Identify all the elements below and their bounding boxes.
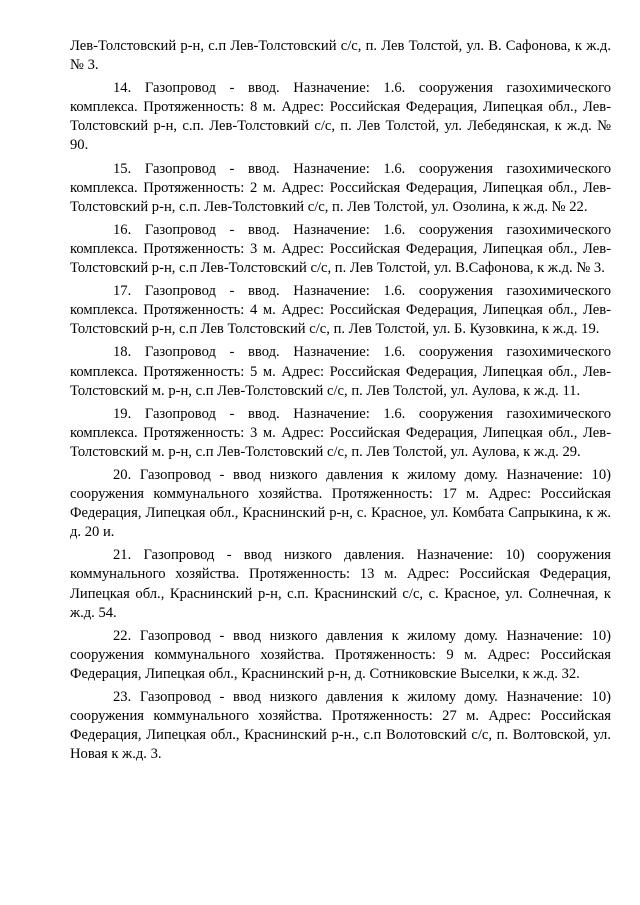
list-item-18: 18. Газопровод - ввод. Назначение: 1.6. сооружения газохимического комплекса. Протяженность: 5 м. Адрес: Российская Федерация, Липецкая обл., Лев-Толстовский м. р-н, с.п Лев-Толстовский с/с, п. Лев Толстой, ул. Аулова, к ж.д. 11. — [70, 344, 611, 399]
list-item-22: 22. Газопровод - ввод низкого давления к жилому дому. Назначение: 10) сооружения коммунального хозяйства. Протяженность: 9 м. Адрес: Российская Федерация, Липецкая обл., Краснинский р-н, д. Сотниковские Выселки, к ж.д. 32. — [70, 627, 611, 682]
list-item-16: 16. Газопровод - ввод. Назначение: 1.6. сооружения газохимического комплекса. Протяженность: 3 м. Адрес: Российская Федерация, Липецкая обл., Лев-Толстовский р-н, с.п Лев-Толстовский с/с, п. Лев Толстой, ул. В.Сафонова, к ж.д. № 3. — [70, 221, 611, 277]
list-item-19: 19. Газопровод - ввод. Назначение: 1.6. сооружения газохимического комплекса. Протяженность: 3 м. Адрес: Российская Федерация, Липецкая обл., Лев-Толстовский м. р-н, с.п Лев-Толстовский с/с, п. Лев Толстой, ул. Аулова, к ж.д. 29. — [70, 405, 611, 460]
list-item-15: 15. Газопровод - ввод. Назначение: 1.6. сооружения газохимического комплекса. Протяженность: 2 м. Адрес: Российская Федерация, Липецкая обл., Лев-Толстовский р-н, с.п. Лев-Толстовкий с/с, п. Лев Толстой, ул. Озолина, к ж.д. № 22. — [70, 160, 611, 215]
list-item-23: 23. Газопровод - ввод низкого давления к жилому дому. Назначение: 10) сооружения коммунального хозяйства. Протяженность: 27 м. Адрес: Российская Федерация, Липецкая обл., Краснинский р-н., с.п Волотовский с/с, п. Волтовской, ул. Новая к ж.д. 3. — [70, 689, 611, 763]
list-item-14: 14. Газопровод - ввод. Назначение: 1.6. сооружения газохимического комплекса. Протяженность: 8 м. Адрес: Российская Федерация, Липецкая обл., Лев-Толстовский р-н, с.п. Лев-Толстовкий с/с, п. Лев Толстой, ул. Лебедянская, к ж.д. № 90. — [70, 80, 611, 154]
list-item-17: 17. Газопровод - ввод. Назначение: 1.6. сооружения газохимического комплекса. Протяженность: 4 м. Адрес: Российская Федерация, Липецкая обл., Лев-Толстовский р-н, с.п Лев Толстовский с/с, п. Лев Толстой, ул. Б. Кузовкина, к ж.д. 19. — [70, 283, 611, 338]
document-body — [70, 37, 611, 768]
paragraph-continuation: Лев-Толстовский р-н, с.п Лев-Толстовский с/с, п. Лев Толстой, ул. В. Сафонова, к ж.д. № 3. — [70, 38, 611, 74]
list-item-21: 21. Газопровод - ввод низкого давления. Назначение: 10) сооружения коммунального хозяйства. Протяженность: 13 м. Адрес: Российская Федерация, Липецкая обл., Краснинский р-н, с.п. Краснинский с/с, с. Красное, ул. Солнечная, к ж.д. 54. — [70, 547, 611, 621]
list-item-20: 20. Газопровод - ввод низкого давления к жилому дому. Назначение: 10) сооружения коммунального хозяйства. Протяженность: 17 м. Адрес: Российская Федерация, Липецкая обл., Краснинский р-н, с. Красное, ул. Комбата Сапрыкина, к ж. д. 20 и. — [70, 466, 611, 541]
